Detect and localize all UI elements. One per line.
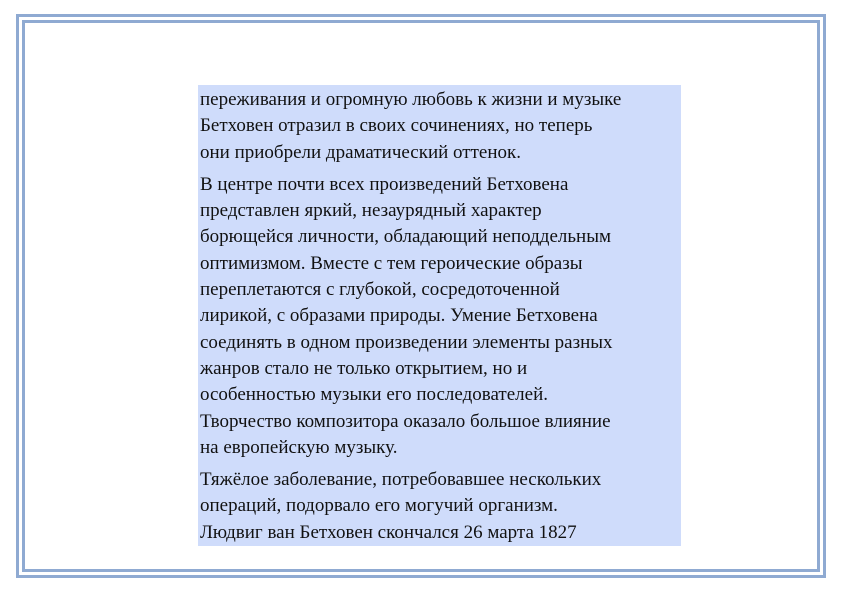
text-box [198,85,681,546]
paragraph-3: Тяжёлое заболевание, потребовавшее нескольких операций, подорвало его могучий организм. Людвиг ван Бетховен скончался 26 марта 1827 [200,469,602,543]
paragraph-2: В центре почти всех произведений Бетховена представлен яркий, незаурядный характер борющейся личности, обладающий неподдельным оптимизмом. Вместе с тем героические образы переплетаются с глубокой, сосредоточенной лирикой, с образами природы. Умение Бетховена соединять в одном произведении элементы разных жанров стало не только открытием, но и особенностью музыки его последователей. Творчество композитора оказало большое влияние на европейскую музыку. [200,173,613,458]
paragraph-1: переживания и огромную любовь к жизни и музыке Бетховен отразил в своих сочинениях, но теперь они приобрели драматический оттенок. [200,89,622,163]
